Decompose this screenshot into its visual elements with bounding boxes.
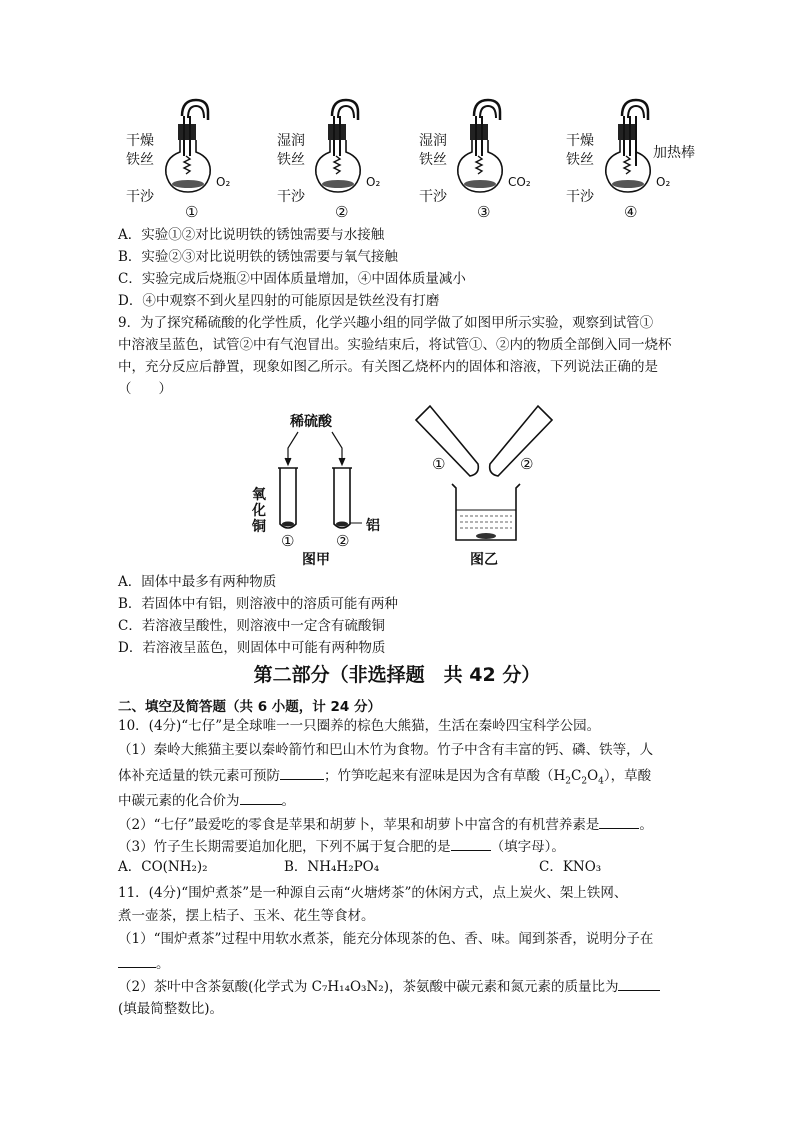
answer-blank[interactable] [618, 976, 660, 991]
option-c: C．KNO₃ [539, 859, 602, 875]
answer-blank[interactable] [118, 953, 156, 968]
flask-diagram [452, 96, 542, 206]
question-text: 9．为了探究稀硫酸的化学性质，化学兴趣小组的同学做了如图甲所示实验，观察到试管① [118, 315, 654, 331]
label-wet: 湿润 [419, 133, 447, 149]
label-copper-oxide-1: 氧 [252, 487, 266, 503]
flask-diagram [160, 96, 250, 206]
test-tubes-diagram [270, 428, 380, 538]
figure-number: ③ [477, 203, 491, 221]
question-10-part1-line2: 体补充适量的铁元素可预防 ；竹笋吃起来有涩味是因为含有草酸$(H_2C_2O_4)$，草酸 [118, 765, 651, 791]
question-10-intro: 10．(4分)“七仔”是全球唯一一只圈养的棕色大熊猫，生活在秦岭四宝科学公园。 [118, 718, 601, 734]
label-gas: O₂ [366, 175, 381, 189]
question-10-part1: （1）秦岭大熊猫主要以秦岭箭竹和巴山木竹为食物。竹子中含有丰富的钙、磷、铁等，人 [118, 742, 654, 758]
label-dry: 干燥 [566, 133, 594, 149]
question-11-part2-line2: (填最简整数比)。 [118, 1001, 224, 1017]
label-dry-sand: 干沙 [277, 189, 305, 205]
label-copper-oxide-3: 铜 [252, 519, 266, 535]
tube-number-2: ② [336, 532, 350, 550]
tube-number-2: ② [520, 455, 534, 473]
question-11-part2: （2）茶叶中含茶氨酸(化学式为 C₇H₁₄O₃N₂)，茶氨酸中碳元素和氮元素的质量比为 [118, 976, 660, 996]
answer-blank[interactable] [451, 836, 491, 851]
option-d: D．若溶液呈蓝色，则固体中可能有两种物质 [118, 640, 386, 656]
option-b: B．实验②③对比说明铁的锈蚀需要与氧气接触 [118, 249, 398, 265]
answer-blank[interactable] [280, 765, 324, 780]
option-a: A．实验①②对比说明铁的锈蚀需要与水接触 [118, 227, 385, 243]
option-a: A．CO(NH₂)₂ [118, 859, 208, 875]
tube-number-1: ① [281, 532, 295, 550]
question-11-intro: 11．(4分)“围炉煮茶”是一种源自云南“火塘烤茶”的休闲方式，点上炭火、架上铁网、 [118, 885, 628, 901]
label-gas: O₂ [216, 175, 231, 189]
label-iron-wire: 铁丝 [419, 152, 447, 168]
figure-caption: 图甲 [302, 552, 330, 568]
label-dry-sand: 干沙 [126, 189, 154, 205]
figure-number: ④ [624, 203, 638, 221]
label-iron-wire: 铁丝 [277, 152, 305, 168]
pouring-diagram [408, 400, 558, 550]
label-dry-sand: 干沙 [566, 189, 594, 205]
label-dry: 干燥 [126, 133, 154, 149]
question-10-part2: （2）“七仔”最爱吃的零食是苹果和胡萝卜，苹果和胡萝卜中富含的有机营养素是 。 [118, 814, 653, 834]
figure-number: ② [335, 203, 349, 221]
question-11-part1: （1）“围炉煮茶”过程中用软水煮茶，能充分体现茶的色、香、味。闻到茶香，说明分子在 [118, 931, 654, 947]
question-10-part3: （3）竹子生长期需要追加化肥，下列不属于复合肥的是 （填字母）。 [118, 836, 565, 856]
label-gas: CO₂ [508, 175, 531, 189]
section-heading: 二、填空及简答题（共 6 小题，计 24 分） [118, 699, 381, 715]
label-iron-wire: 铁丝 [126, 152, 154, 168]
part-title: 第二部分（非选择题 共 42 分） [253, 664, 541, 686]
option-b: B．若固体中有铝，则溶液中的溶质可能有两种 [118, 596, 398, 612]
label-heating-rod: 加热棒 [653, 145, 695, 161]
answer-bracket: （ ） [118, 381, 172, 397]
question-text: 中，充分反应后静置，现象如图乙所示。有关图乙烧杯内的固体和溶液，下列说法正确的是 [118, 359, 658, 375]
label-dry-sand: 干沙 [419, 189, 447, 205]
answer-blank[interactable] [599, 814, 639, 829]
option-c: C．实验完成后烧瓶②中固体质量增加，④中固体质量减小 [118, 271, 466, 287]
flask-diagram [310, 96, 400, 206]
answer-blank[interactable] [240, 790, 282, 805]
option-a: A．固体中最多有两种物质 [118, 574, 277, 590]
label-aluminum: 铝 [366, 518, 380, 534]
label-gas: O₂ [656, 175, 671, 189]
question-11-intro-line2: 煮一壶茶，摆上桔子、玉米、花生等食材。 [118, 908, 375, 924]
question-10-part1-line3: 中碳元素的化合价为 。 [118, 790, 295, 810]
figure-number: ① [185, 203, 199, 221]
label-copper-oxide-2: 化 [252, 503, 266, 519]
option-d: D．④中观察不到火星四射的可能原因是铁丝没有打磨 [118, 293, 440, 309]
option-b: B．NH₄H₂PO₄ [284, 859, 380, 875]
label-wet: 湿润 [277, 133, 305, 149]
tube-number-1: ① [432, 455, 446, 473]
figure-caption: 图乙 [470, 552, 498, 568]
question-11-part1-line2: 。 [118, 953, 170, 973]
label-iron-wire: 铁丝 [566, 152, 594, 168]
option-c: C．若溶液呈酸性，则溶液中一定含有硫酸铜 [118, 618, 385, 634]
label-dilute-sulfuric-acid: 稀硫酸 [290, 414, 332, 430]
question-text: 中溶液呈蓝色，试管②中有气泡冒出。实验结束后，将试管①、②内的物质全部倒入同一烧杯 [118, 337, 672, 353]
